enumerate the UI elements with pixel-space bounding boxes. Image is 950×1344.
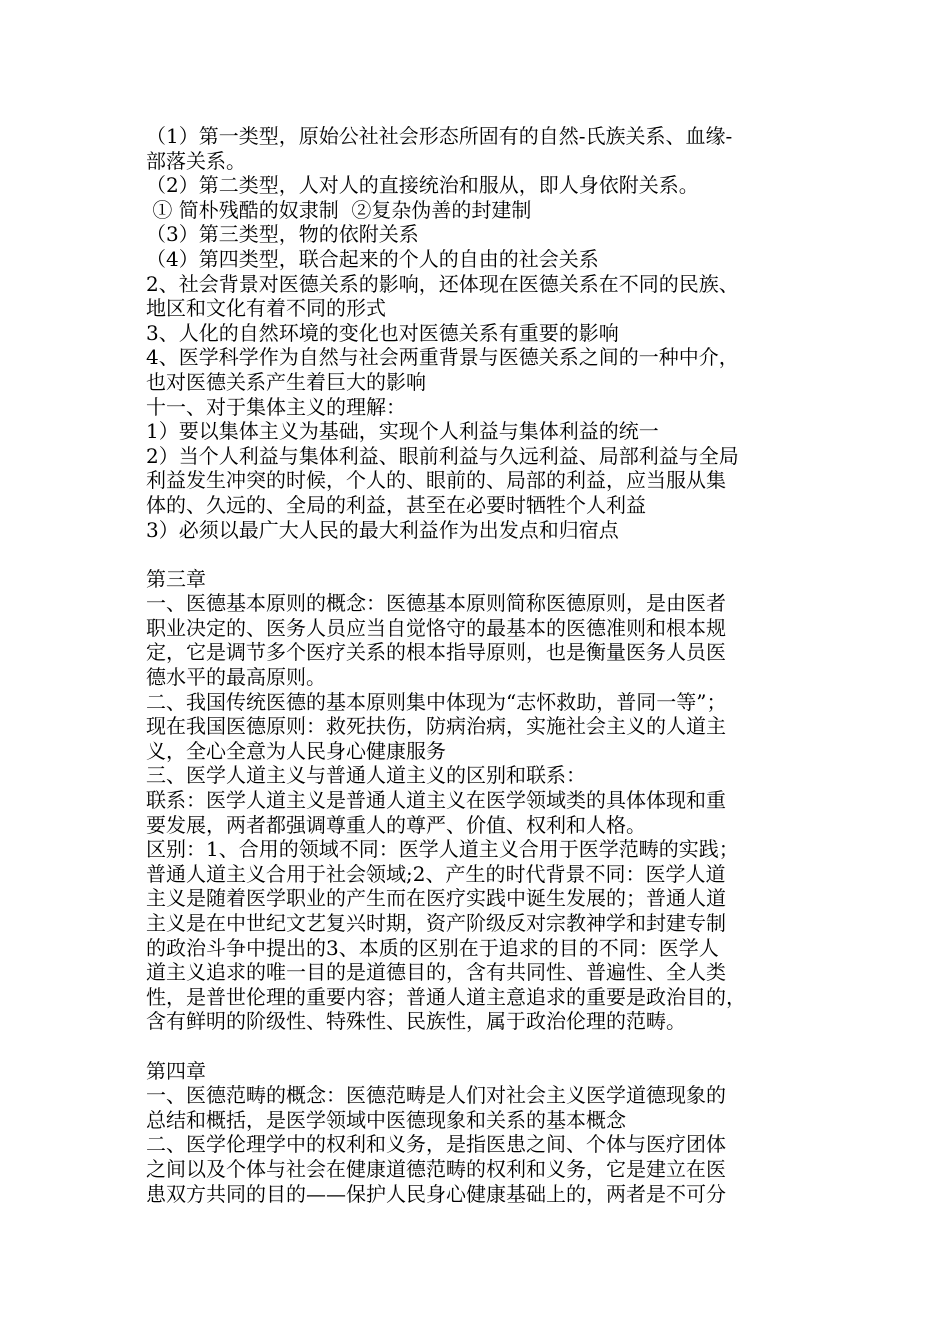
text-line: 普通人道主义合用于社会领域;2、产生的时代背景不同：医学人道 xyxy=(146,861,726,886)
text-line: 现在我国医德原则：救死扶伤，防病治病，实施社会主义的人道主 xyxy=(146,714,726,739)
text-line: （1）第一类型，原始公社社会形态所固有的自然-氏族关系、血缘- xyxy=(146,124,733,148)
text-line: 职业决定的、医务人员应当自觉恪守的最基本的医德准则和根本规 xyxy=(146,615,726,640)
text-line: 含有鲜明的阶级性、特殊性、民族性，属于政治伦理的范畴。 xyxy=(146,1009,686,1034)
text-line: 联系：医学人道主义是普通人道主义在医学领域类的具体体现和重 xyxy=(146,788,726,813)
chapter-heading: 第三章 xyxy=(146,566,206,591)
text-line: 区别：1、合用的领域不同：医学人道主义合用于医学范畴的实践； xyxy=(146,837,739,862)
text-line: ① 简朴残酷的奴隶制 ②复杂伪善的封建制 xyxy=(146,197,532,222)
text-line: 利益发生冲突的时候，个人的、眼前的、局部的利益，应当服从集 xyxy=(146,468,726,493)
text-line: 3、人化的自然环境的变化也对医德关系有重要的影响 xyxy=(146,320,619,345)
text-line: （2）第二类型，人对人的直接统治和服从，即人身依附关系。 xyxy=(146,173,699,198)
text-line: 定，它是调节多个医疗关系的根本指导原则，也是衡量医务人员医 xyxy=(146,640,726,665)
text-line: 总结和概括，是医学领域中医德现象和关系的基本概念 xyxy=(146,1107,626,1132)
blank-line xyxy=(146,542,811,567)
text-line: 体的、久远的、全局的利益，甚至在必要时牺牲个人利益 xyxy=(146,492,646,517)
chapter-heading: 第四章 xyxy=(146,1058,206,1083)
section-heading: 十一、对于集体主义的理解： xyxy=(146,394,406,419)
text-line: 患双方共同的目的——保护人民身心健康基础上的，两者是不可分 xyxy=(146,1181,726,1206)
text-line: 主义是在中世纪文艺复兴时期，资产阶级反对宗教神学和封建专制 xyxy=(146,911,726,935)
text-line: （3）第三类型，物的依附关系 xyxy=(146,222,419,247)
section-heading: 三、医学人道主义与普通人道主义的区别和联系： xyxy=(146,763,586,788)
text-line: 2）当个人利益与集体利益、眼前利益与久远利益、局部利益与全局 xyxy=(146,443,739,468)
text-line: 主义是随着医学职业的产生而在医疗实践中诞生发展的；普通人道 xyxy=(146,886,726,911)
text-line: 性，是普世伦理的重要内容；普通人道主意追求的重要是政治目的， xyxy=(146,984,746,1009)
text-line: 要发展，两者都强调尊重人的尊严、价值、权利和人格。 xyxy=(146,812,646,837)
blank-line xyxy=(146,1034,811,1059)
text-line: 4、医学科学作为自然与社会两重背景与医德关系之间的一种中介， xyxy=(146,345,739,370)
text-line: 二、医学伦理学中的权利和义务，是指医患之间、个体与医疗团体 xyxy=(146,1132,726,1157)
text-line: 义，全心全意为人民身心健康服务 xyxy=(146,738,446,763)
text-line: 道主义追求的唯一目的是道德目的，含有共同性、普遍性、全人类 xyxy=(146,960,726,985)
text-line: 之间以及个体与社会在健康道德范畴的权利和义务，它是建立在医 xyxy=(146,1156,726,1181)
text-line: 2、社会背景对医德关系的影响，还体现在医德关系在不同的民族、 xyxy=(146,271,739,296)
text-line: 一、医德基本原则的概念：医德基本原则简称医德原则，是由医者 xyxy=(146,591,726,616)
text-line: 部落关系。 xyxy=(146,148,246,173)
text-line: 的政治斗争中提出的3、本质的区别在于追求的目的不同：医学人 xyxy=(146,935,719,960)
text-line: 地区和文化有着不同的形式 xyxy=(146,296,386,321)
text-line: 一、医德范畴的概念：医德范畴是人们对社会主义医学道德现象的 xyxy=(146,1083,726,1108)
text-line: （4）第四类型，联合起来的个人的自由的社会关系 xyxy=(146,246,599,271)
text-line: 1）要以集体主义为基础，实现个人利益与集体利益的统一 xyxy=(146,419,659,444)
text-line: 3）必须以最广大人民的最大利益作为出发点和归宿点 xyxy=(146,517,619,542)
text-line: 也对医德关系产生着巨大的影响 xyxy=(146,369,426,394)
text-line: 德水平的最高原则。 xyxy=(146,665,326,690)
document-body xyxy=(146,124,811,1206)
text-line: 二、我国传统医德的基本原则集中体现为“志怀救助，普同一等”； xyxy=(146,689,727,714)
